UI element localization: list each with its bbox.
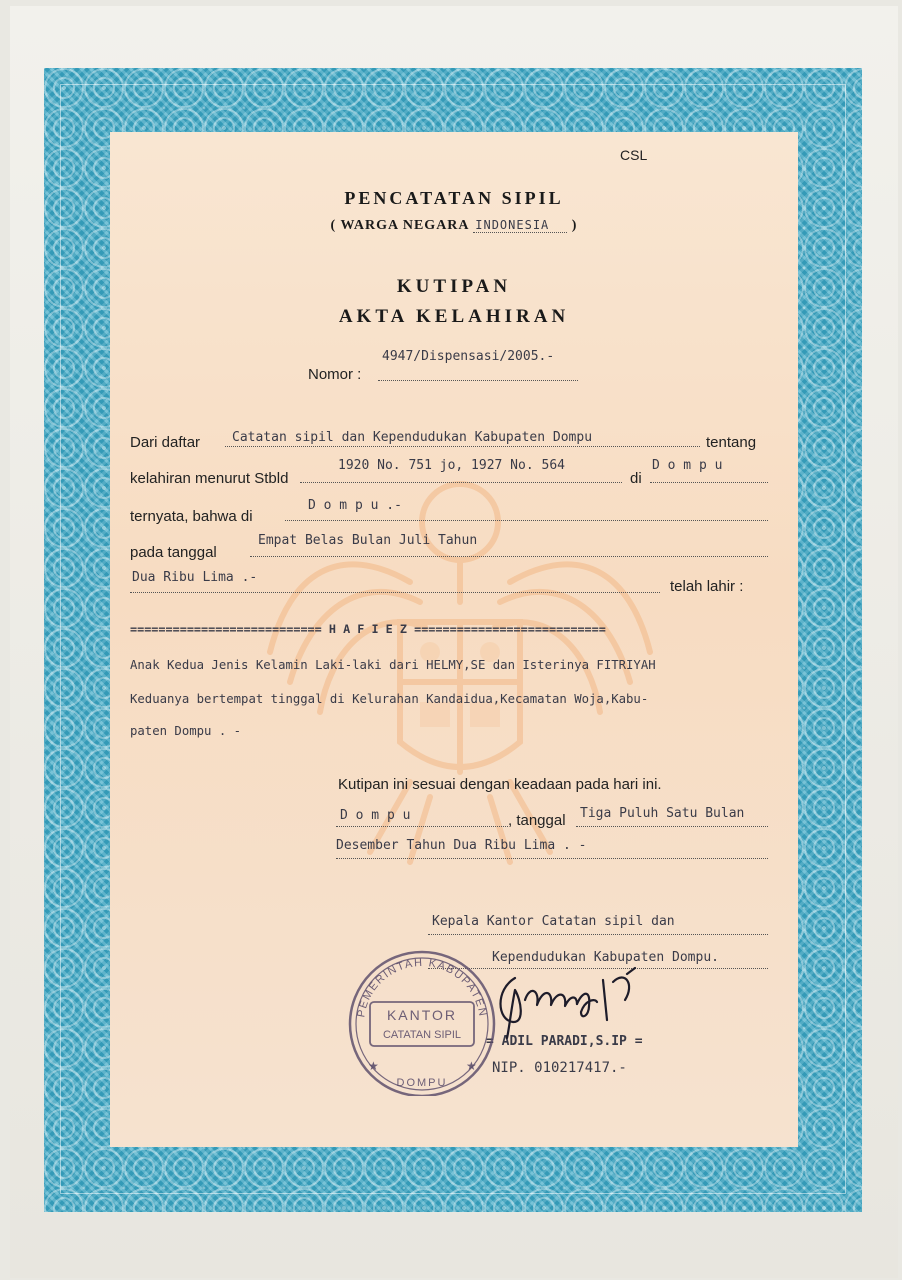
signatory-title-1: Kepala Kantor Catatan sipil dan [432, 914, 675, 929]
child-name-line: =========================== H A F I E Z =========================== [130, 622, 606, 636]
issue-date-dotted-line-1 [576, 826, 768, 827]
citizenship-value: INDONESIA [473, 218, 567, 233]
ternyata-label: ternyata, bahwa di [130, 508, 253, 525]
sesuai-statement: Kutipan ini sesuai dengan keadaan pada hari ini. [338, 776, 662, 793]
citizenship-line [110, 218, 798, 234]
kelahiran-label: kelahiran menurut Stbld [130, 470, 289, 487]
signatory-name: = ADIL PARADI,S.IP = [486, 1034, 643, 1049]
detail-line-1: Anak Kedua Jenis Kelamin Laki-laki dari HELMY,SE dan Isterinya FITRIYAH [130, 658, 656, 672]
nomor-value: 4947/Dispensasi/2005.- [382, 349, 555, 364]
signatory-title-2: Kependudukan Kabupaten Dompu. [492, 950, 719, 965]
dari-daftar-label: Dari daftar [130, 434, 201, 451]
stamp-star-left: ★ [368, 1059, 379, 1073]
issue-place-value: D o m p u [340, 808, 411, 823]
dari-daftar-value: Catatan sipil dan Kependudukan Kabupaten Dompu [232, 430, 593, 445]
issue-tanggal-label: , tanggal [508, 812, 566, 829]
stamp-line-2: CATATAN SIPIL [382, 1029, 462, 1041]
ternyata-value: D o m p u .- [308, 498, 402, 513]
citizenship-open: ( WARGA NEGARA [330, 218, 469, 233]
detail-line-3: paten Dompu . - [130, 724, 242, 738]
ternyata-dotted-line [285, 520, 768, 521]
nomor-dotted-line [378, 380, 578, 381]
signatory-nip: NIP. 010217417.- [492, 1060, 627, 1076]
di-dotted-line [650, 482, 768, 483]
issue-place-dotted-line [336, 826, 508, 827]
handwritten-signature [485, 960, 660, 1040]
stamp-ring-text: PEMERINTAH KABUPATEN [355, 956, 489, 1019]
tanggal-dotted-line-1 [250, 556, 768, 557]
stamp-line-1: KANTOR [386, 1007, 458, 1023]
nomor-label: Nomor : [308, 366, 362, 383]
form-code: CSL [620, 147, 648, 163]
di-label: di [630, 470, 642, 487]
page-title: PENCATATAN SIPIL [344, 188, 564, 208]
di-value: D o m p u [652, 458, 723, 473]
tentang-label: tentang [706, 434, 757, 451]
stamp-star-right: ★ [466, 1059, 477, 1073]
telah-lahir-label: telah lahir : [670, 578, 744, 595]
stamp-bottom: DOMPU [396, 1077, 448, 1089]
official-stamp [342, 946, 502, 1096]
issue-date-value-1: Tiga Puluh Satu Bulan [580, 806, 745, 821]
issue-date-dotted-line-2 [336, 858, 768, 859]
tanggal-dotted-line-2 [130, 592, 660, 593]
document-title-akta: AKTA KELAHIRAN [338, 306, 570, 327]
detail-line-2: Keduanya bertempat tinggal di Kelurahan Kandaidua,Kecamatan Woja,Kabu- [130, 692, 649, 706]
tanggal-value-2: Dua Ribu Lima .- [132, 570, 258, 585]
stbld-value: 1920 No. 751 jo, 1927 No. 564 [338, 458, 565, 473]
citizenship-close: ) [571, 218, 578, 233]
tanggal-value-1: Empat Belas Bulan Juli Tahun [258, 533, 478, 548]
dari-daftar-dotted-line [225, 446, 700, 447]
signatory-dotted-line-1 [428, 934, 768, 935]
tanggal-label: pada tanggal [130, 544, 217, 561]
document-title-kutipan: KUTIPAN [396, 276, 512, 297]
issue-date-value-2: Desember Tahun Dua Ribu Lima . - [336, 838, 587, 853]
stbld-dotted-line [300, 482, 622, 483]
